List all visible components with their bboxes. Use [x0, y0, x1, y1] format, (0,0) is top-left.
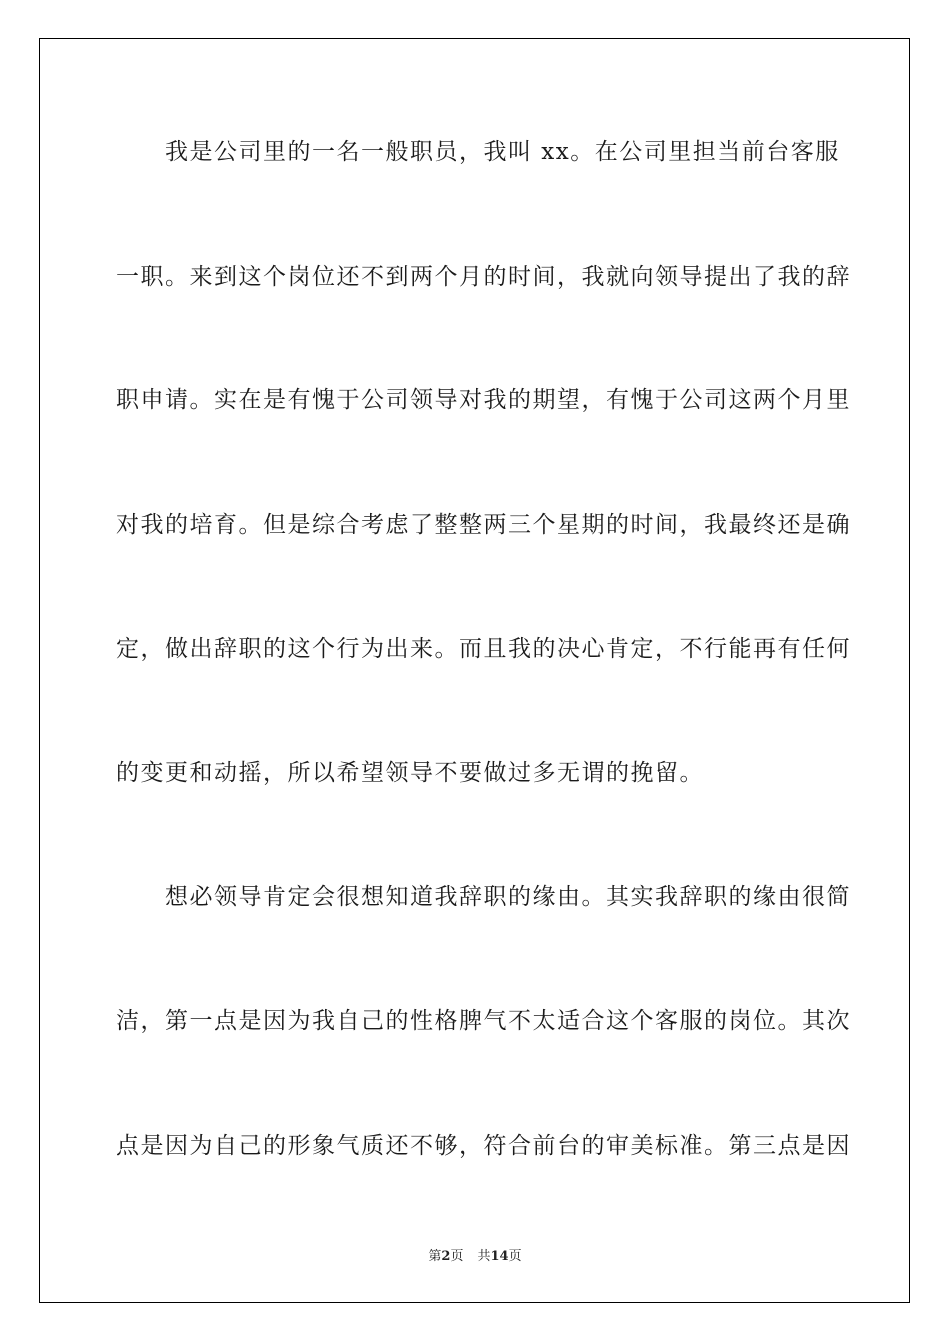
page-suffix: 页	[450, 1249, 464, 1264]
total-prefix: 共	[477, 1249, 491, 1264]
total-suffix: 页	[508, 1249, 522, 1264]
page-border	[39, 38, 910, 1303]
total-pages: 14	[490, 1249, 509, 1264]
body-text-line: 的变更和动摇，所以希望领导不要做过多无谓的挽留。	[116, 760, 704, 786]
page-footer	[0, 1248, 950, 1266]
body-text-line: 一职。来到这个岗位还不到两个月的时间，我就向领导提出了我的辞	[116, 264, 851, 290]
body-text-line: 想必领导肯定会很想知道我辞职的缘由。其实我辞职的缘由很简	[116, 884, 851, 910]
body-text-line: 洁，第一点是因为我自己的性格脾气不太适合这个客服的岗位。其次	[116, 1008, 851, 1034]
body-text-line: 职申请。实在是有愧于公司领导对我的期望，有愧于公司这两个月里	[116, 387, 851, 413]
body-text-line: 点是因为自己的形象气质还不够，符合前台的审美标准。第三点是因	[116, 1133, 851, 1159]
body-text-line: 我是公司里的一名一般职员，我叫 xx。在公司里担当前台客服	[116, 139, 840, 165]
page-prefix: 第	[428, 1249, 442, 1264]
body-text-line: 定，做出辞职的这个行为出来。而且我的决心肯定，不行能再有任何	[116, 636, 851, 662]
page-number: 2	[441, 1249, 451, 1264]
body-text-line: 对我的培育。但是综合考虑了整整两三个星期的时间，我最终还是确	[116, 512, 851, 538]
